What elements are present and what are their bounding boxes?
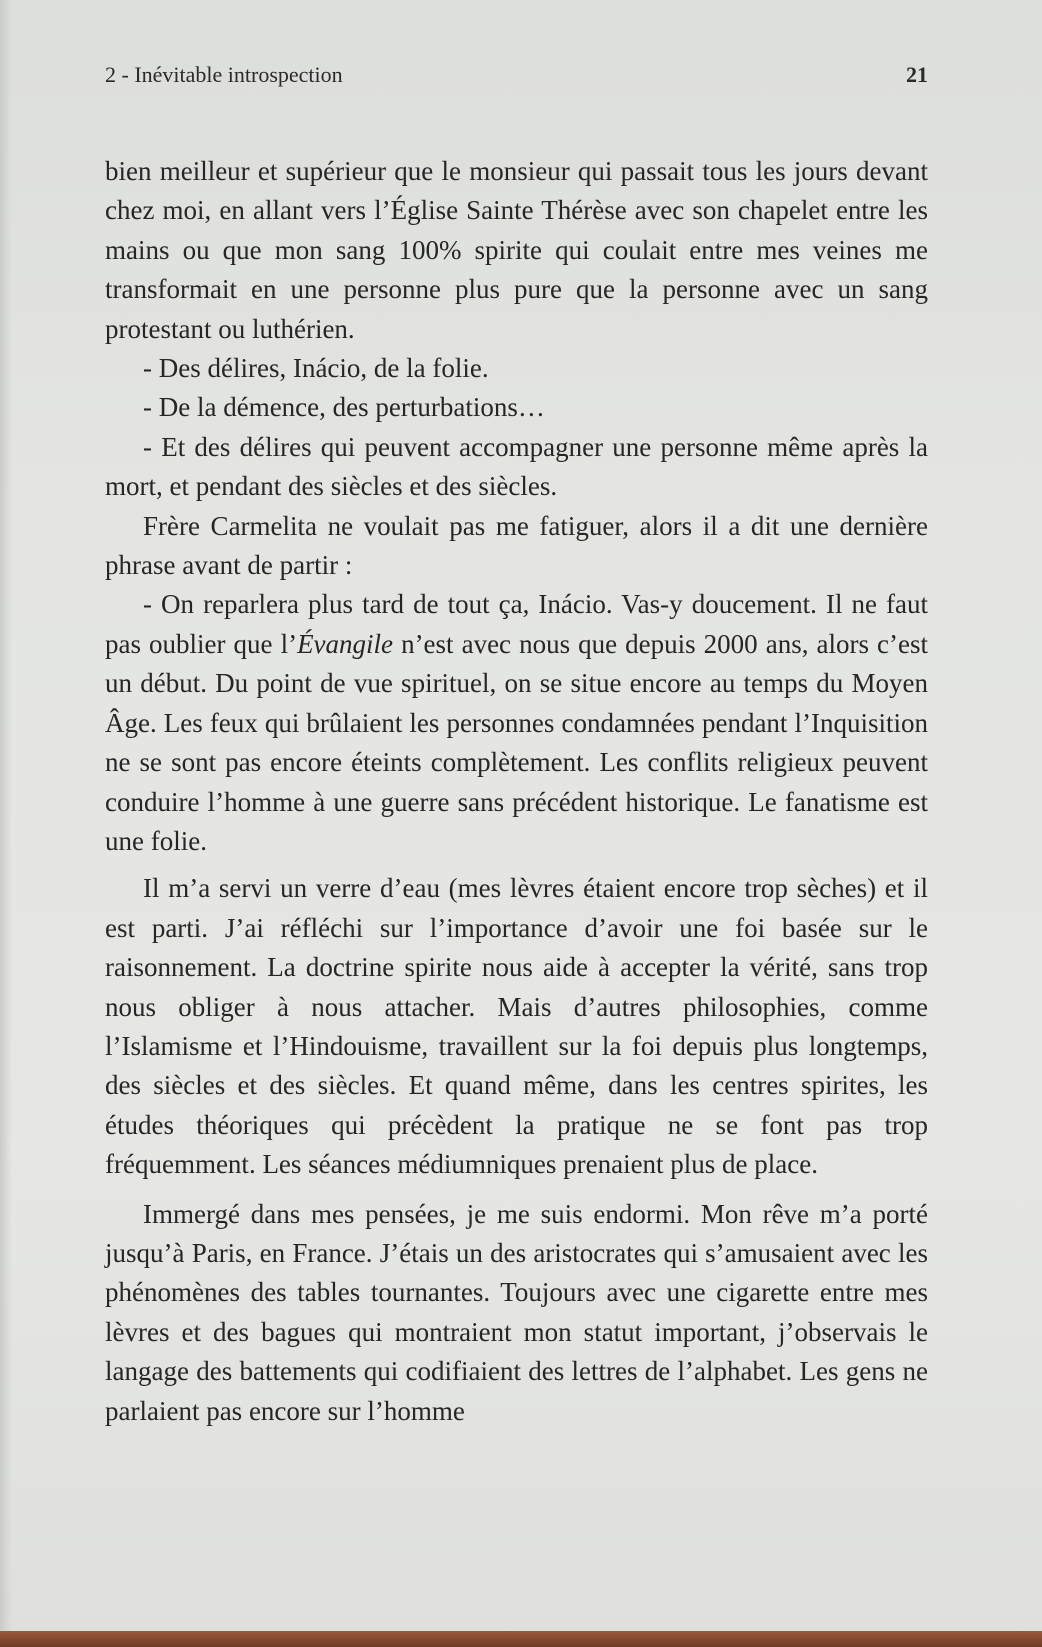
dialogue-text-start: - On reparlera plus tard de tout ça, Inácio. Vas-y doucement. Il ne faut pas oublier que l’ bbox=[105, 589, 928, 659]
paragraph: Il m’a servi un verre d’eau (mes lèvres étaient encore trop sèches) et il est parti. J’ai réfléchi sur l’importance d’avoir une foi basée sur le raisonnement. La doctrine spirite nous aide à accepter la vérité, sans trop nous obliger à nous attacher. Mais d’autres philosophies, comme l’Islamisme et l’Hindouisme, travaillent sur la foi depuis plus longtemps, des siècles et des siècles. Et quand même, dans les centres spirites, les études théoriques qui précèdent la pratique ne se font pas trop fréquemment. Les séances médiumniques prenaient plus de place. bbox=[105, 873, 928, 1180]
page-number: 21 bbox=[906, 62, 928, 87]
body-text bbox=[105, 152, 928, 1431]
wooden-table-edge bbox=[0, 1631, 1042, 1647]
dialogue-line: - Des délires, Inácio, de la folie. bbox=[143, 353, 489, 384]
page-shadow-edge bbox=[0, 0, 12, 1647]
dialogue-paragraph bbox=[105, 585, 928, 861]
dialogue-line: - De la démence, des perturbations… bbox=[143, 392, 545, 423]
running-header bbox=[105, 62, 928, 92]
dialogue-text-end: n’est avec nous que depuis 2000 ans, alors c’est un début. Du point de vue spirituel, on se situe encore au temps du Moyen Âge. Les feux qui brûlaient les personnes condamnées pendant l’Inquisition ne se sont pas encore éteints complètement. Les conflits religieux peuvent conduire l’homme à une guerre sans précédent historique. Le fanatisme est une folie. bbox=[105, 628, 928, 856]
italic-title: Évangile bbox=[297, 628, 394, 659]
paragraph: Frère Carmelita ne voulait pas me fatiguer, alors il a dit une dernière phrase avant de partir : bbox=[105, 510, 928, 581]
chapter-title: 2 - Inévitable introspection bbox=[105, 62, 343, 87]
paragraph: bien meilleur et supérieur que le monsieur qui passait tous les jours devant chez moi, en allant vers l’Église Sainte Thérèse avec son chapelet entre les mains ou que mon sang 100% spirite qui coulait entre mes veines me transformait en une personne plus pure que la personne avec un sang protestant ou luthérien. bbox=[105, 156, 928, 344]
dialogue-line: - Et des délires qui peuvent accompagner une personne même après la mort, et pendant des siècles et des siècles. bbox=[105, 431, 928, 502]
paragraph: Immergé dans mes pensées, je me suis endormi. Mon rêve m’a porté jusqu’à Paris, en France. J’étais un des aristocrates qui s’amusaient avec les phénomènes des tables tournantes. Toujours avec une cigarette entre mes lèvres et des bagues qui montraient mon statut important, j’observais le langage des battements qui codifiaient des lettres de l’alphabet. Les gens ne parlaient pas encore sur l’homme bbox=[105, 1198, 928, 1426]
